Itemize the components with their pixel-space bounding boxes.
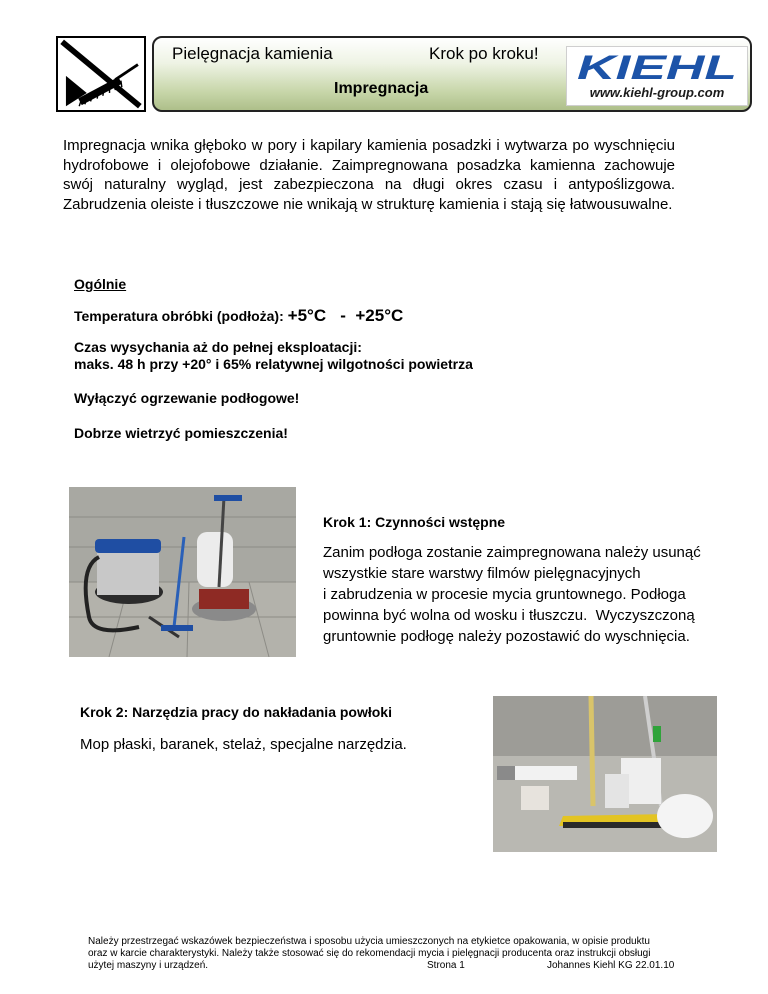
step1-line: powinna być wolna od wosku i tłuszczu. Wyczyszczoną bbox=[323, 607, 695, 624]
header-bar bbox=[152, 36, 752, 112]
company-date: Johannes Kiehl KG 22.01.10 bbox=[547, 960, 675, 971]
ventilation-warning: Dobrze wietrzyć pomieszczenia! bbox=[74, 425, 288, 441]
step2-heading: Krok 2: Narzędzia pracy do nakładania powłoki bbox=[80, 704, 392, 720]
temperature-label: Temperatura obróbki (podłoża): bbox=[74, 308, 284, 324]
drying-time-label: Czas wysychania aż do pełnej eksploatacji: bbox=[74, 339, 362, 355]
step1-line: Zanim podłoga zostanie zaimpregnowana należy usunąć bbox=[323, 544, 701, 561]
footer-line: Należy przestrzegać wskazówek bezpieczeństwa i sposobu użycia umieszczonych na etykietce opakowania, w opisie produktu bbox=[88, 936, 650, 947]
page-number: Strona 1 bbox=[427, 960, 465, 971]
temperature-line bbox=[74, 306, 403, 326]
footer-line: użytej maszyny i urządzeń. bbox=[88, 960, 209, 971]
step1-heading: Krok 1: Czynności wstępne bbox=[323, 514, 506, 530]
drying-time-value: maks. 48 h przy +20° i 65% relatywnej wilgotności powietrza bbox=[74, 356, 473, 372]
footer-line: oraz w karcie charakterystyki. Należy także stosować się do rekomendacji mycia i pielęgnacji producenta oraz instrukcji obsługi bbox=[88, 948, 651, 959]
step2-text: Mop płaski, baranek, stelaż, specjalne narzędzia. bbox=[80, 736, 407, 753]
temperature-value: +5°C - +25°C bbox=[287, 306, 404, 325]
footer bbox=[88, 936, 688, 972]
step1-text bbox=[323, 542, 713, 647]
machines-photo bbox=[69, 487, 296, 657]
general-heading: Ogólnie bbox=[74, 276, 127, 292]
svg-text:KIEHL: KIEHL bbox=[577, 51, 737, 83]
header-step: Krok po kroku! bbox=[429, 44, 539, 63]
intro-paragraph: Impregnacja wnika głęboko w pory i kapilary kamienia posadzki i wytwarza po wyschnięciu hydrofobowe i olejofobowe działanie. Zaimpregnowana posadzka kamienna zachowuje swój naturalny wygląd, jest zabezpieczona na długi okres czasu i antypoślizgowa. Zabrudzenia oleiste i tłuszczowe nie wnikają w strukturę kamienia i stają się łatwousuwalne. bbox=[63, 137, 675, 213]
tools-photo bbox=[493, 696, 717, 852]
step1-line: wszystkie stare warstwy filmów pielęgnacyjnych bbox=[323, 565, 641, 582]
kiehl-logo bbox=[566, 46, 748, 106]
heating-warning: Wyłączyć ogrzewanie podłogowe! bbox=[74, 390, 300, 406]
header-title: Pielęgnacja kamienia bbox=[172, 44, 333, 63]
logo-url: www.kiehl-group.com bbox=[589, 85, 725, 100]
step1-line: i zabrudzenia w procesie mycia gruntownego. Podłoga bbox=[323, 586, 686, 603]
header-subtitle: Impregnacja bbox=[334, 80, 429, 97]
step1-line: gruntownie podłogę należy pozostawić do wyschnięcia. bbox=[323, 628, 690, 645]
kiehl-wordmark bbox=[573, 51, 741, 83]
floor-brush-icon bbox=[56, 36, 146, 112]
